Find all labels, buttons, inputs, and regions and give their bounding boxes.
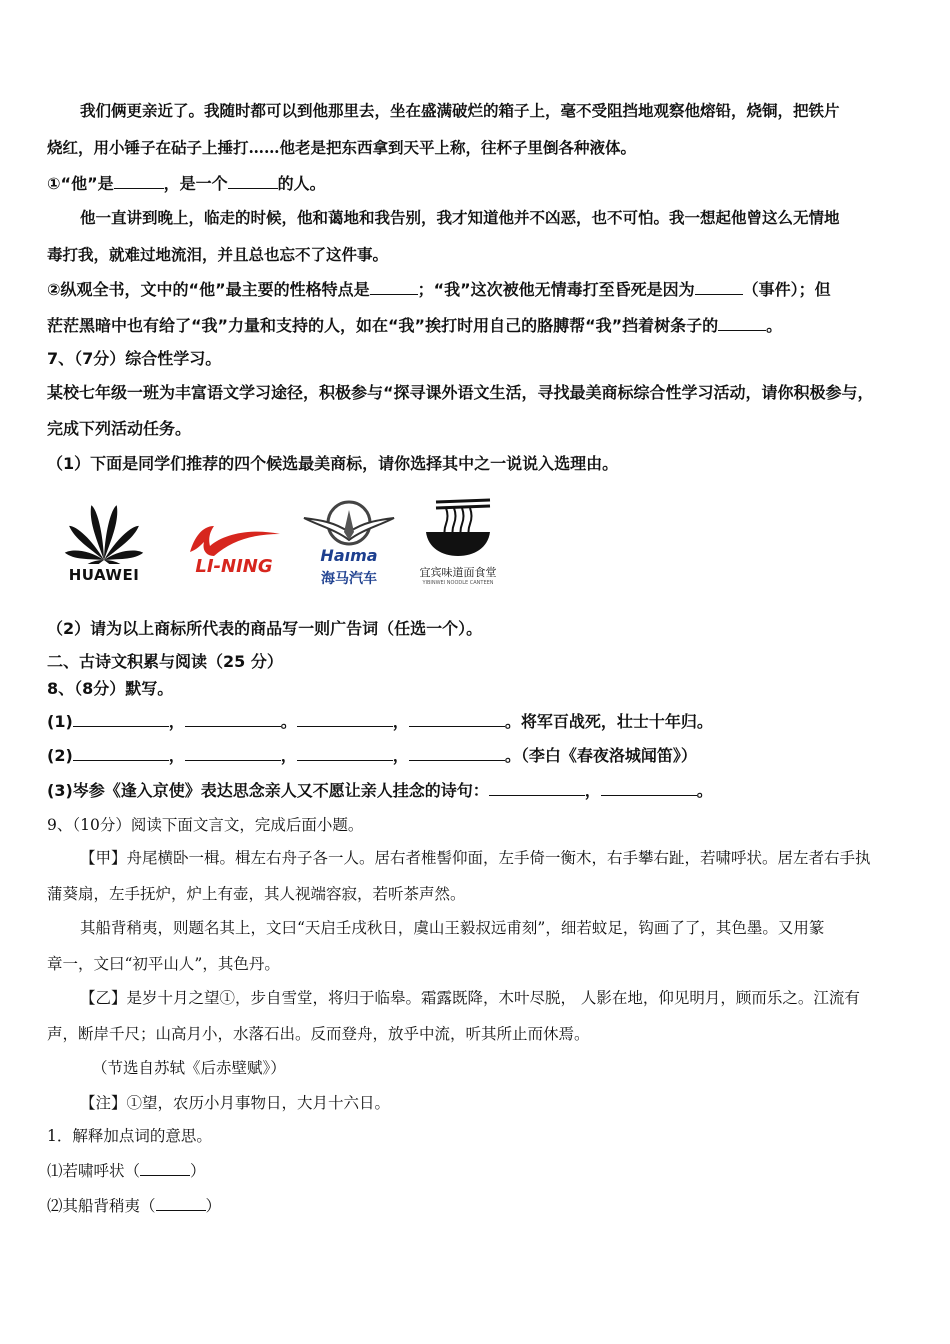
q9-jia2-line2: 章一，文曰“初平山人”，其色丹。 — [47, 955, 280, 973]
q9-yi-line1: 【乙】是岁十月之望①，步自雪堂，将归于临皋。霜露既降，木叶尽脱， 人影在地，仰见明月，顾而乐之。江流有 — [80, 989, 860, 1007]
haima-wordmark-en: Haıma — [320, 546, 378, 565]
q9-jia-line1: 【甲】舟尾横卧一楫。楫左右舟子各一人。居右者椎髻仰面，左手倚一衡木，右手攀右趾，若啸呼状。居左者右手执 — [80, 849, 871, 867]
answer-blank[interactable] — [185, 744, 281, 761]
answer-blank[interactable] — [297, 744, 393, 761]
q8-l2-prefix: (2) — [47, 746, 73, 765]
haima-emblem-icon — [300, 500, 398, 546]
noodle-wordmark-en: YIBINWEI NOODLE CANTEEN — [422, 580, 494, 586]
q6-2-text-a: ②纵观全书，文中的“他”最主要的性格特点是 — [47, 280, 370, 299]
q8-l2-end: 。（李白《春夜洛城闻笛》） — [504, 746, 697, 765]
q6-1-text-a: ①“他”是 — [47, 174, 114, 193]
noodle-wordmark-cn: 宜宾味道面食堂 — [419, 566, 497, 579]
answer-blank[interactable] — [114, 172, 164, 189]
passage1-paragraph1-line2: 烧红，用小锤子在砧子上捶打……他老是把东西拿到天平上称，往杯子里倒各种液体。 — [47, 138, 637, 157]
q8-l1-sep1: ， — [168, 712, 185, 731]
lining-swoosh-icon — [180, 522, 288, 558]
q9-item1-close: ） — [190, 1162, 206, 1180]
q7-intro-line2: 完成下列活动任务。 — [47, 419, 192, 438]
q9-item2-text: ⑵其船背稍夷（ — [47, 1197, 156, 1215]
question-6-1 — [47, 172, 910, 195]
answer-blank[interactable] — [489, 779, 585, 796]
q6-2-line2-text: 茫茫黑暗中也有给了“我”力量和支持的人，如在“我”挨打时用自己的胳膊帮“我”挡着树条子的 — [47, 316, 719, 335]
q8-l2-sep3: ， — [392, 746, 409, 765]
q9-title: 9、（10分）阅读下面文言文，完成后面小题。 — [47, 816, 364, 834]
answer-blank[interactable] — [370, 278, 418, 295]
q9-item1 — [47, 1159, 910, 1182]
q8-l1-end: 。将军百战死，壮士十年归。 — [504, 712, 713, 731]
answer-blank[interactable] — [73, 710, 169, 727]
haima-wordmark-cn: 海马汽车 — [321, 571, 377, 587]
answer-blank[interactable] — [695, 278, 743, 295]
q9-jia2-line1: 其船背稍夷，则题名其上，文曰“天启壬戌秋日，虞山王毅叔远甫刻”，细若蚊足，钩画了了，其色墨。又用篆 — [80, 919, 825, 937]
answer-blank[interactable] — [409, 710, 505, 727]
passage1-paragraph2-line1: 他一直讲到晚上，临走的时候，他和蔼地和我告别，我才知道他并不凶恶，也不可怕。我一想起他曾这么无情地 — [80, 208, 840, 227]
question-6-2-line2 — [47, 314, 910, 337]
q8-line1 — [47, 710, 910, 733]
q9-item2 — [47, 1194, 910, 1217]
lining-logo — [180, 522, 288, 584]
huawei-petals-icon — [58, 500, 150, 564]
q7-sub1: （1）下面是同学们推荐的四个候选最美商标，请你选择其中之一说说入选理由。 — [47, 454, 619, 473]
q6-2-line2-end: 。 — [766, 316, 783, 335]
q8-title: 8、（8分）默写。 — [47, 679, 174, 698]
answer-blank[interactable] — [185, 710, 281, 727]
q8-l1-sep3: ， — [392, 712, 409, 731]
q8-l2-sep1: ， — [168, 746, 185, 765]
q9-sub1: 1．解释加点词的意思。 — [47, 1127, 212, 1145]
q9-note: 【注】①望，农历小月事物日，大月十六日。 — [80, 1094, 391, 1112]
q8-l3-sep: ， — [584, 781, 601, 800]
q9-source: （节选自苏轼《后赤壁赋》） — [92, 1059, 286, 1077]
q9-item2-close: ） — [205, 1197, 222, 1215]
q9-yi-line2: 声，断岸千尺；山高月小，水落石出。反而登舟，放乎中流，听其所止而休焉。 — [47, 1025, 590, 1043]
q6-1-text-b: ，是一个 — [163, 174, 228, 193]
answer-blank[interactable] — [156, 1194, 206, 1211]
section2-title: 二、古诗文积累与阅读（25 分） — [47, 652, 283, 671]
q6-2-text-b: ；“我”这次被他无情毒打至昏死是因为 — [417, 280, 695, 299]
answer-blank[interactable] — [73, 744, 169, 761]
q6-1-text-c: 的人。 — [277, 174, 326, 193]
q8-l2-sep2: ， — [280, 746, 297, 765]
q9-jia-line2: 蒲葵扇，左手抚炉，炉上有壶，其人视端容寂，若听茶声然。 — [47, 885, 466, 903]
passage1-paragraph1-line1: 我们俩更亲近了。我随时都可以到他那里去，坐在盛满破烂的箱子上，毫不受阻挡地观察他熔铅，烧铜，把铁片 — [80, 101, 840, 120]
lining-wordmark: LI-NING — [195, 556, 273, 577]
huawei-logo — [58, 500, 150, 590]
q8-l3-text: (3)岑参《逢入京使》表达思念亲人又不愿让亲人挂念的诗句： — [47, 781, 489, 800]
answer-blank[interactable] — [140, 1159, 190, 1176]
q6-2-text-c: （事件）；但 — [742, 280, 831, 299]
q9-item1-text: ⑴若啸呼状（ — [47, 1162, 141, 1180]
huawei-wordmark: HUAWEI — [68, 566, 140, 584]
q7-sub2: （2）请为以上商标所代表的商品写一则广告词（任选一个）。 — [47, 619, 483, 638]
q7-intro-line1: 某校七年级一班为丰富语文学习途径，积极参与“探寻课外语文生活，寻找最美商标综合性学习活动，请你积极参与， — [47, 383, 874, 402]
question-6-2-line1 — [47, 278, 910, 301]
noodle-bowl-icon — [416, 498, 500, 560]
q8-l1-sep2: 。 — [280, 712, 297, 731]
q8-l3-end: 。 — [696, 781, 713, 800]
haima-logo — [300, 500, 398, 592]
answer-blank[interactable] — [297, 710, 393, 727]
answer-blank[interactable] — [718, 314, 766, 331]
answer-blank[interactable] — [228, 172, 278, 189]
q8-l1-prefix: (1) — [47, 712, 73, 731]
q8-line2 — [47, 744, 910, 767]
q7-title: 7、（7分）综合性学习。 — [47, 349, 222, 368]
noodle-canteen-logo — [416, 498, 500, 592]
passage1-paragraph2-line2: 毒打我，就难过地流泪，并且总也忘不了这件事。 — [47, 245, 389, 264]
q8-line3 — [47, 779, 910, 802]
answer-blank[interactable] — [409, 744, 505, 761]
answer-blank[interactable] — [601, 779, 697, 796]
